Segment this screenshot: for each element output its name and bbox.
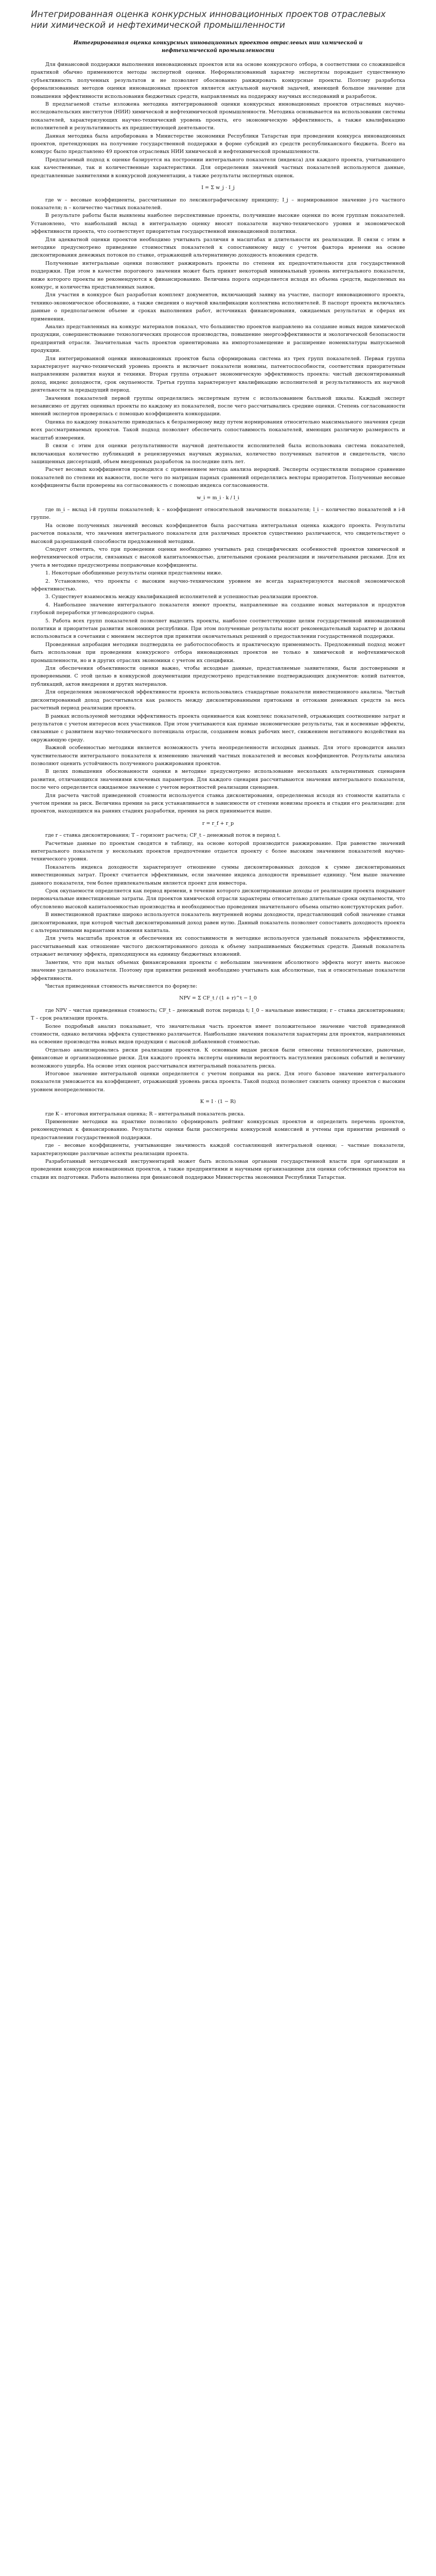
list-item: 3. Существует взаимосвязь между квалификацией исполнителей и успешностью реализации проектов.: [45, 594, 318, 600]
paragraph: В результате работы были выявлены наиболее перспективные проекты, получившие высокие оценки по всем группам показателей. Установлено, что наибольший вклад в интегральную оценку вносят показатели научно-технического уровня и экономической эффективности проекта, что соответствует приоритетам государственной инновационной политики.: [31, 213, 405, 235]
paragraph: где – весовые коэффициенты, учитывающие значимость каждой составляющей интегральной оценки; – частные показатели, характеризующие различные аспекты реализации проекта.: [31, 1143, 405, 1157]
paragraph: В инвестиционной практике широко используется показатель внутренней нормы доходности, представляющий собой значение ставки дисконтирования, при которой чистый дисконтированный доход равен нулю. Данный показатель позволяет сопоставить доходность проекта с альтернативными вариантами вложения капитала.: [31, 912, 405, 934]
paragraph: Для интегрированной оценки инновационных проектов была сформирована система из трех групп показателей. Первая группа характеризует научно-технический уровень проекта и включает показатели новизны, патентоспособности, соответствия приоритетным направлениям развития науки и техники. Вторая группа отражает экономическую эффективность проекта: чистый дисконтированный доход, индекс доходности, срок окупаемости. Третья группа характеризует квалификацию исполнителей и результативность их научной деятельности за предыдущий период.: [31, 355, 405, 394]
paragraph: Предлагаемый подход к оценке базируется на построении интегрального показателя (индекса) для каждого проекта, учитывающего как качественные, так и количественные характеристики. Для определения значений частных показателей используются данные, представленные заявителями в конкурсной документации, а также результаты экспертных оценок.: [31, 157, 405, 179]
paragraph: В связи с этим для оценки результативности научной деятельности исполнителей была использована система показателей, включающая количество публикаций в рецензируемых научных журналах, количество полученных патентов и свидетельств, число защищенных диссертаций, объем внедренных разработок за последние пять лет.: [31, 443, 405, 465]
paragraph: Оценка по каждому показателю приводилась к безразмерному виду путем нормирования относительно максимального значения среди всех рассматриваемых проектов. Такой подход позволяет обеспечить сопоставимость показателей, имеющих различную размерность и масштаб измерения.: [31, 419, 405, 441]
formula: r = r_f + r_p: [202, 820, 234, 826]
list-item: 4. Наибольшее значение интегрального показателя имеют проекты, направленные на создание новых материалов и продуктов глубокой переработки углеводородного сырья.: [31, 602, 405, 616]
paragraph: Полученные интегральные оценки позволяют ранжировать проекты по степени их предпочтительности для государственной поддержки. При этом в качестве порогового значения может быть принят некоторый минимальный уровень интегрального показателя, ниже которого проекты не рекомендуются к финансированию. Величина порога определяется исходя из объема средств, выделяемых на конкурс, и количества представленных заявок.: [31, 260, 405, 290]
article-heading: Интегрированная оценка конкурсных инновационных проектов отраслевых нии химической и нефтехимической промышленности: [73, 40, 363, 54]
paragraph: Для определения экономической эффективности проекта использовались стандартные показатели инвестиционного анализа. Чистый дисконтированный доход рассчитывался как разность между дисконтированными притоками и оттоками денежных средств за весь расчетный период реализации проекта.: [31, 689, 405, 711]
paragraph: Для обеспечения объективности оценки важно, чтобы исходные данные, представляемые заявителями, были достоверными и проверяемыми. С этой целью в конкурсной документации предусмотрено представление подтверждающих документов: копий патентов, публикаций, актов внедрения и других материалов.: [31, 666, 405, 687]
paragraph: Значения показателей первой группы определялись экспертным путем с использованием балльной шкалы. Каждый эксперт независимо от других оценивал проекты по каждому из показателей, после чего рассчитывались средние оценки. Степень согласованности мнений экспертов проверялась с помощью коэффициента конкордации.: [31, 395, 405, 417]
paragraph: где K – итоговая интегральная оценка; R – интегральный показатель риска.: [45, 1111, 245, 1117]
list-item: 2. Установлено, что проекты с высоким научно-техническим уровнем не всегда характеризуются высокой экономической эффективностью.: [31, 578, 405, 592]
paragraph: Итоговое значение интегральной оценки определяется с учетом поправки на риск. Для этого базовое значение интегрального показателя умножается на коэффициент, отражающий уровень риска проекта. Такой подход позволяет снизить оценку проектов с высоким уровнем неопределенности.: [31, 1071, 405, 1093]
formula: K = I · (1 − R): [200, 1099, 236, 1105]
paragraph: Заметим, что при малых объемах финансирования проекты с небольшим значением абсолютного эффекта могут иметь высокое значение удельного показателя. Поэтому при принятии решений необходимо учитывать как абсолютные, так и относительные показатели эффективности.: [31, 959, 405, 981]
paragraph: Для учета масштаба проектов и обеспечения их сопоставимости в методике используется удельный показатель эффективности, рассчитываемый как отношение чистого дисконтированного дохода к объему запрашиваемых бюджетных средств. Данный показатель отражает величину эффекта, приходящуюся на единицу бюджетных вложений.: [31, 936, 405, 958]
paragraph: Проведенная апробация методики подтвердила ее работоспособность и практическую применимость. Предложенный подход может быть использован при проведении конкурсного отбора инновационных проектов не только в химической и нефтехимической промышленности, но и в других отраслях экономики с учетом их специфики.: [31, 641, 405, 664]
paragraph: Важной особенностью методики является возможность учета неопределенности исходных данных. Для этого проводится анализ чувствительности интегрального показателя к изменению значений частных показателей и весовых коэффициентов. Результаты анализа позволяют оценить устойчивость полученного ранжирования проектов.: [31, 745, 405, 767]
paragraph: Показатель индекса доходности характеризует отношение суммы дисконтированных доходов к сумме дисконтированных инвестиционных затрат. Проект считается эффективным, если значение индекса доходности превышает единицу. Чем выше значение данного показателя, тем более привлекательным является проект для инвестора.: [31, 864, 405, 886]
formula: NPV = Σ CF_t / (1 + r)^t − I_0: [179, 995, 257, 1002]
list-item: 1. Некоторые обобщенные результаты оценки представлены ниже.: [45, 570, 223, 577]
paragraph: Следует отметить, что при проведении оценки необходимо учитывать ряд специфических особенностей проектов химической и нефтехимической отрасли, связанных с высокой капиталоемкостью, длительными сроками реализации и значительными рисками. Для их учета в методике предусмотрены поправочные коэффициенты.: [31, 546, 405, 568]
paragraph: В предлагаемой статье изложена методика интегрированной оценки конкурсных инновационных проектов отраслевых научно-исследовательских институтов (НИИ) химической и нефтехимической промышленности. Методика основывается на использовании системы показателей, характеризующих научно-технический уровень проекта, его экономическую эффективность, а также квалификацию исполнителей и результативность их предшествующей деятельности.: [31, 101, 405, 131]
paragraph: На основе полученных значений весовых коэффициентов была рассчитана интегральная оценка каждого проекта. Результаты расчетов показали, что значения интегрального показателя для различных проектов существенно различаются, что свидетельствует о высокой разрешающей способности предложенной методики.: [31, 522, 405, 545]
list-item: 5. Работа всех групп показателей позволяет выделить проекты, наиболее соответствующие целям государственной инновационной политики и приоритетам развития экономики республики. При этом полученные результаты носят рекомендательный характер и должны использоваться в сочетании с мнением экспертов при принятии окончательных решений о предоставлении государственной поддержки.: [31, 618, 405, 640]
paragraph: Расчетные данные по проектам сводятся в таблицу, на основе которой производится ранжирование. При равенстве значений интегрального показателя у нескольких проектов предпочтение отдается проекту с более высоким значением показателей научно-технического уровня.: [31, 840, 405, 862]
paragraph: В целях повышения обоснованности оценки в методике предусмотрено использование нескольких альтернативных сценариев развития, отличающихся значениями ключевых параметров. Для каждого сценария рассчитываются значения интегрального показателя, после чего определяется ожидаемое значение с учетом вероятностей реализации сценариев.: [31, 769, 405, 791]
paragraph: Отдельно анализировались риски реализации проектов. К основным видам рисков были отнесены технологические, рыночные, финансовые и организационные риски. Для каждого проекта эксперты оценивали вероятность наступления рисковых событий и величину возможного ущерба. На основе этих оценок рассчитывался интегральный показатель риска.: [31, 1047, 405, 1069]
page: [0, 0, 436, 1202]
paragraph: Применение методики на практике позволило сформировать рейтинг конкурсных проектов и определить перечень проектов, рекомендуемых к финансированию. Результаты оценки были рассмотрены конкурсной комиссией и учтены при принятии решений о предоставлении государственной поддержки.: [31, 1119, 405, 1141]
paragraph: Более подробный анализ показывает, что значительная часть проектов имеет положительное значение чистой приведенной стоимости, однако величина эффекта существенно различается. Наибольшие значения показателя характерны для проектов, направленных на освоение производства новых видов продукции с высокой добавленной стоимостью.: [31, 1023, 405, 1045]
paragraph: Для адекватной оценки проектов необходимо учитывать различия в масштабах и длительности их реализации. В связи с этим в методике предусмотрено приведение стоимостных показателей к сопоставимому виду с учетом фактора времени на основе дисконтирования денежных потоков по ставке, отражающей альтернативную доходность вложения средств.: [31, 236, 405, 259]
formula: I = Σ w_j · I_j: [201, 185, 235, 191]
paragraph: Для расчета чистой приведенной стоимости используется ставка дисконтирования, определяемая исходя из стоимости капитала с учетом премии за риск. Величина премии за риск устанавливается в зависимости от степени новизны проекта и стадии его реализации: для проектов, находящихся на ранних стадиях разработки, премия за риск принимается выше.: [31, 792, 405, 815]
paragraph: Срок окупаемости определяется как период времени, в течение которого дисконтированные доходы от реализации проекта покрывают первоначальные инвестиционные затраты. Для проектов химической отрасли характерны относительно длительные сроки окупаемости, что обусловлено высокой капиталоемкостью производства и необходимостью проведения значительного объема опытно-конструкторских работ.: [31, 888, 405, 910]
page-title: Интегрированная оценка конкурсных инновационных проектов отраслевых нии химической и нефтехимической промышленности: [31, 9, 386, 30]
formula: w_i = m_i · k / l_i: [197, 495, 239, 501]
paragraph: Для участия в конкурсе был разработан комплект документов, включающий заявку на участие, паспорт инновационного проекта, технико-экономическое обоснование, а также сведения о научной квалификации коллектива исполнителей. В паспорт проекта включались данные о предполагаемом объеме и сроках выполнения работ, источниках финансирования, ожидаемых результатах и сферах их применения.: [31, 292, 405, 322]
paragraph: Чистая приведенная стоимость вычисляется по формуле:: [45, 983, 198, 989]
paragraph: Анализ представленных на конкурс материалов показал, что большинство проектов направлено на создание новых видов химической продукции, совершенствование технологических процессов производства, повышение энергоэффективности и экологической безопасности предприятий отрасли. Значительная часть проектов ориентирована на импортозамещение и расширение номенклатуры выпускаемой продукции.: [31, 324, 405, 354]
paragraph: Для финансовой поддержки выполнения инновационных проектов или на основе конкурсного отбора, в соответствии со сложившейся практикой обычно применяются методы экспертной оценки. Неформализованный характер экспертизы порождает существенную субъективность полученных результатов и не позволяет обоснованно ранжировать конкурсные проекты. Поэтому разработка формализованных методов оценки инновационных проектов является актуальной научной задачей, имеющей большое значение для повышения эффективности использования бюджетных средств, направляемых на поддержку научных исследований и разработок.: [31, 62, 405, 99]
article-body: [31, 39, 405, 1181]
paragraph: где r – ставка дисконтирования; T – горизонт расчета; CF_t – денежный поток в период t.: [45, 833, 281, 839]
paragraph: Разработанный методический инструментарий может быть использован органами государственной власти при организации и проведении конкурсов инновационных проектов, а также предприятиями и научными организациями для оценки собственных проектов на стадии их подготовки. Работа выполнена при финансовой поддержке Министерства экономики Республики Татарстан.: [31, 1159, 405, 1180]
paragraph: где m_i – вклад i-й группы показателей; k – коэффициент относительной значимости показателя; l_i – количество показателей в i-й группе.: [31, 506, 405, 521]
paragraph: где NPV – чистая приведенная стоимость; CF_t – денежный поток периода t; I_0 – начальные инвестиции; r – ставка дисконтирования; T – срок реализации проекта.: [31, 1007, 405, 1022]
paragraph: Расчет весовых коэффициентов проводился с применением метода анализа иерархий. Эксперты осуществляли попарное сравнение показателей по степени их важности, после чего по матрицам парных сравнений определялись векторы приоритетов. Полученные весовые коэффициенты были проверены на согласованность с помощью индекса согласованности.: [31, 467, 405, 489]
paragraph: где w – весовые коэффициенты, рассчитанные по лексикографическому принципу; I_j – нормированное значение j-го частного показателя; n – количество частных показателей.: [31, 197, 405, 211]
paragraph: Данная методика была апробирована в Министерстве экономики Республики Татарстан при проведении конкурса инновационных проектов, претендующих на получение государственной поддержки в форме субсидий из средств республиканского бюджета. Всего на конкурс было представлено 49 проектов отраслевых НИИ химической и нефтехимической промышленности.: [31, 133, 405, 155]
paragraph: В рамках используемой методики эффективность проекта оценивается как комплекс показателей, отражающих соотношение затрат и результатов с учетом интересов всех участников. При этом учитываются как прямые экономические результаты, так и косвенные эффекты, связанные с развитием научно-технического потенциала отрасли, созданием новых рабочих мест, снижением негативного воздействия на окружающую среду.: [31, 713, 405, 743]
